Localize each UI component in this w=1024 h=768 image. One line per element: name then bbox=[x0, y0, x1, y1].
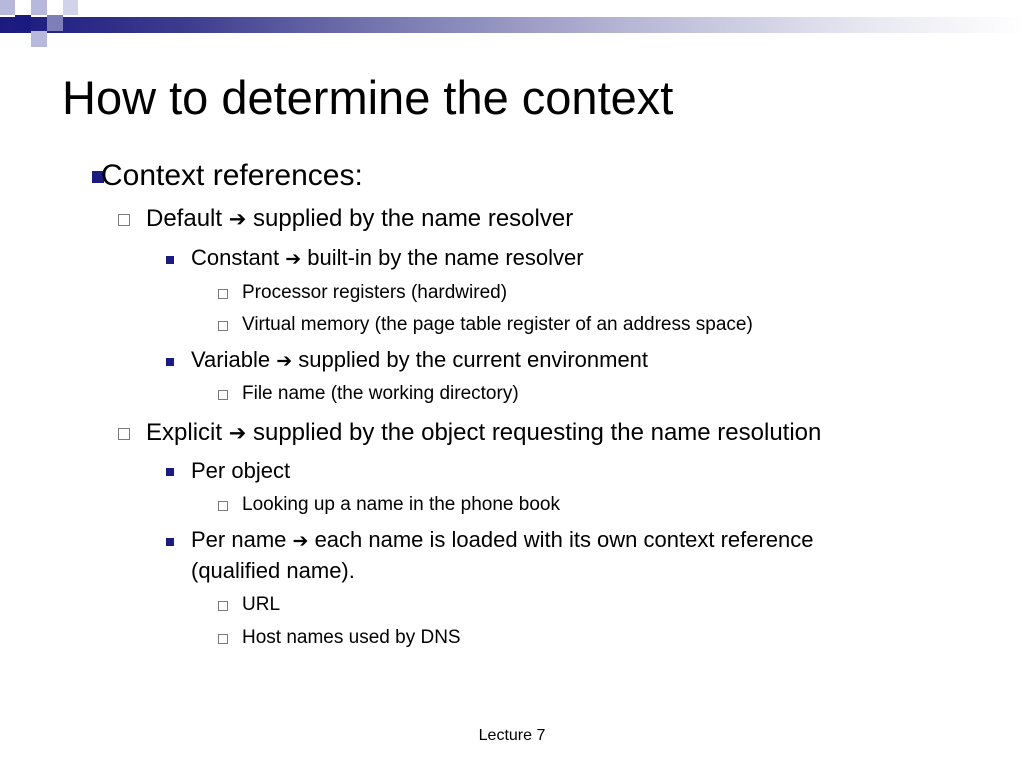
bullet-open-square-icon bbox=[218, 321, 228, 331]
decor-square bbox=[15, 15, 31, 31]
arrow-right-icon: ➔ bbox=[285, 248, 302, 270]
decor-square bbox=[31, 31, 47, 47]
bullet-per-name-desc: each name is loaded with its own context reference bbox=[314, 527, 814, 552]
bullet-processor-registers: Processor registers (hardwired) bbox=[242, 282, 508, 303]
bullet-open-square-icon bbox=[218, 289, 228, 299]
bullet-default-label: Default bbox=[146, 205, 223, 232]
slide-title: How to determine the context bbox=[62, 71, 674, 124]
bullet-open-square-icon bbox=[118, 214, 130, 226]
bullet-default bbox=[146, 204, 573, 234]
bullet-constant-label: Constant bbox=[191, 245, 280, 270]
bullet-small-square-icon bbox=[166, 358, 174, 366]
arrow-right-icon: ➔ bbox=[228, 207, 247, 231]
bullet-open-square-icon bbox=[118, 428, 130, 440]
bullet-per-name-label: Per name bbox=[191, 527, 287, 552]
bullet-variable-desc: supplied by the current environment bbox=[298, 347, 649, 372]
bullet-explicit bbox=[146, 418, 821, 448]
arrow-right-icon: ➔ bbox=[276, 350, 293, 372]
bullet-constant-desc: built-in by the name resolver bbox=[307, 245, 584, 270]
bullet-small-square-icon bbox=[166, 468, 174, 476]
bullet-open-square-icon bbox=[218, 390, 228, 400]
bullet-explicit-desc: supplied by the object requesting the name resolution bbox=[252, 419, 822, 446]
arrow-right-icon: ➔ bbox=[228, 421, 247, 445]
bullet-url: URL bbox=[242, 594, 281, 615]
bullet-small-square-icon bbox=[166, 538, 174, 546]
bullet-per-object: Per object bbox=[191, 458, 291, 483]
bullet-phone-book: Looking up a name in the phone book bbox=[242, 494, 560, 515]
decor-square bbox=[47, 15, 63, 31]
bullet-virtual-memory: Virtual memory (the page table register of an address space) bbox=[242, 314, 753, 335]
bullet-constant bbox=[191, 244, 584, 273]
bullet-variable-label: Variable bbox=[191, 347, 271, 372]
bullet-open-square-icon bbox=[218, 501, 228, 511]
bullet-host-names: Host names used by DNS bbox=[242, 627, 461, 648]
decor-square bbox=[63, 0, 78, 15]
bullet-open-square-icon bbox=[218, 601, 228, 611]
bullet-variable bbox=[191, 346, 648, 375]
slide-footer: Lecture 7 bbox=[478, 727, 546, 744]
decor-square bbox=[0, 0, 15, 15]
bullet-default-desc: supplied by the name resolver bbox=[253, 205, 574, 232]
decor-square bbox=[31, 0, 47, 15]
bullet-explicit-label: Explicit bbox=[146, 419, 223, 446]
header-gradient-band bbox=[0, 17, 1024, 33]
bullet-small-square-icon bbox=[166, 256, 174, 264]
bullet-open-square-icon bbox=[218, 634, 228, 644]
bullet-context-references: Context references: bbox=[101, 159, 363, 192]
arrow-right-icon: ➔ bbox=[292, 530, 309, 552]
bullet-file-name: File name (the working directory) bbox=[242, 383, 519, 404]
bullet-per-name bbox=[191, 526, 814, 555]
bullet-per-name-continuation: (qualified name). bbox=[191, 558, 355, 583]
